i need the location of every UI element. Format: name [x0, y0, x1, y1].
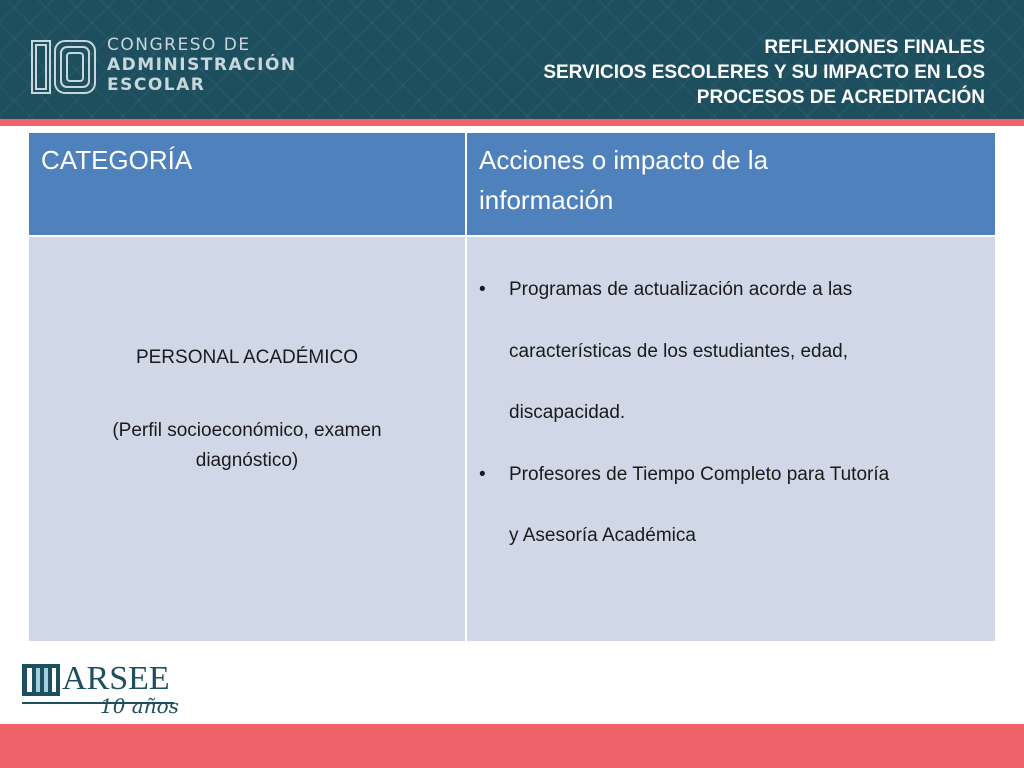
category-name: PERSONAL ACADÉMICO [135, 347, 359, 368]
table-header-actions [467, 133, 995, 235]
bullet-icon: • [479, 463, 486, 485]
header-band [0, 0, 1024, 119]
category-detail-line-2: diagnóstico) [195, 450, 299, 471]
slide-title-line-2: SERVICIOS ESCOLERES Y SU IMPACTO EN LOS [543, 62, 985, 83]
logo-line-3: ESCOLAR [107, 75, 206, 95]
action-line: Profesores de Tiempo Completo para Tutoría [509, 463, 890, 485]
actions-header-label [467, 133, 995, 220]
category-detail-line-1: (Perfil socioeconómico, examen [112, 420, 382, 441]
action-line: Programas de actualización acorde a las [509, 279, 853, 300]
category-table [27, 133, 996, 642]
arsee-logo-name: ARSEE [62, 660, 170, 697]
category-header-label: CATEGORÍA [41, 145, 193, 175]
arsee-columns-icon [22, 664, 60, 696]
action-line: características de los estudiantes, edad, [509, 340, 849, 362]
action-line: discapacidad. [509, 402, 626, 423]
category-detail [29, 416, 465, 476]
slide-title-line-3: PROCESOS DE ACREDITACIÓN [696, 87, 985, 108]
arsee-logo-years: 10 años [100, 694, 179, 718]
congress-10-logo-icon [31, 40, 97, 94]
actions-list [467, 259, 995, 567]
logo-line-2: ADMINISTRACIÓN [107, 55, 297, 75]
logo-line-1: CONGRESO DE [107, 35, 251, 55]
list-item [467, 444, 995, 567]
category-content [29, 343, 465, 476]
slide-title-line-1: REFLEXIONES FINALES [764, 37, 985, 58]
table-cell-category [29, 237, 465, 641]
table-header-category [29, 133, 465, 235]
arsee-logo [22, 662, 182, 722]
bullet-icon: • [479, 279, 486, 300]
action-line: y Asesoría Académica [509, 525, 696, 546]
congress-logo-text [107, 35, 297, 95]
table-cell-actions [467, 237, 995, 641]
list-item [467, 259, 995, 444]
footer-band [0, 724, 1024, 768]
actions-header-line-2: información [479, 185, 614, 215]
slide-title [385, 35, 985, 110]
header-accent-stripe [0, 119, 1024, 126]
actions-header-line-1: Acciones o impacto de la [479, 145, 769, 175]
